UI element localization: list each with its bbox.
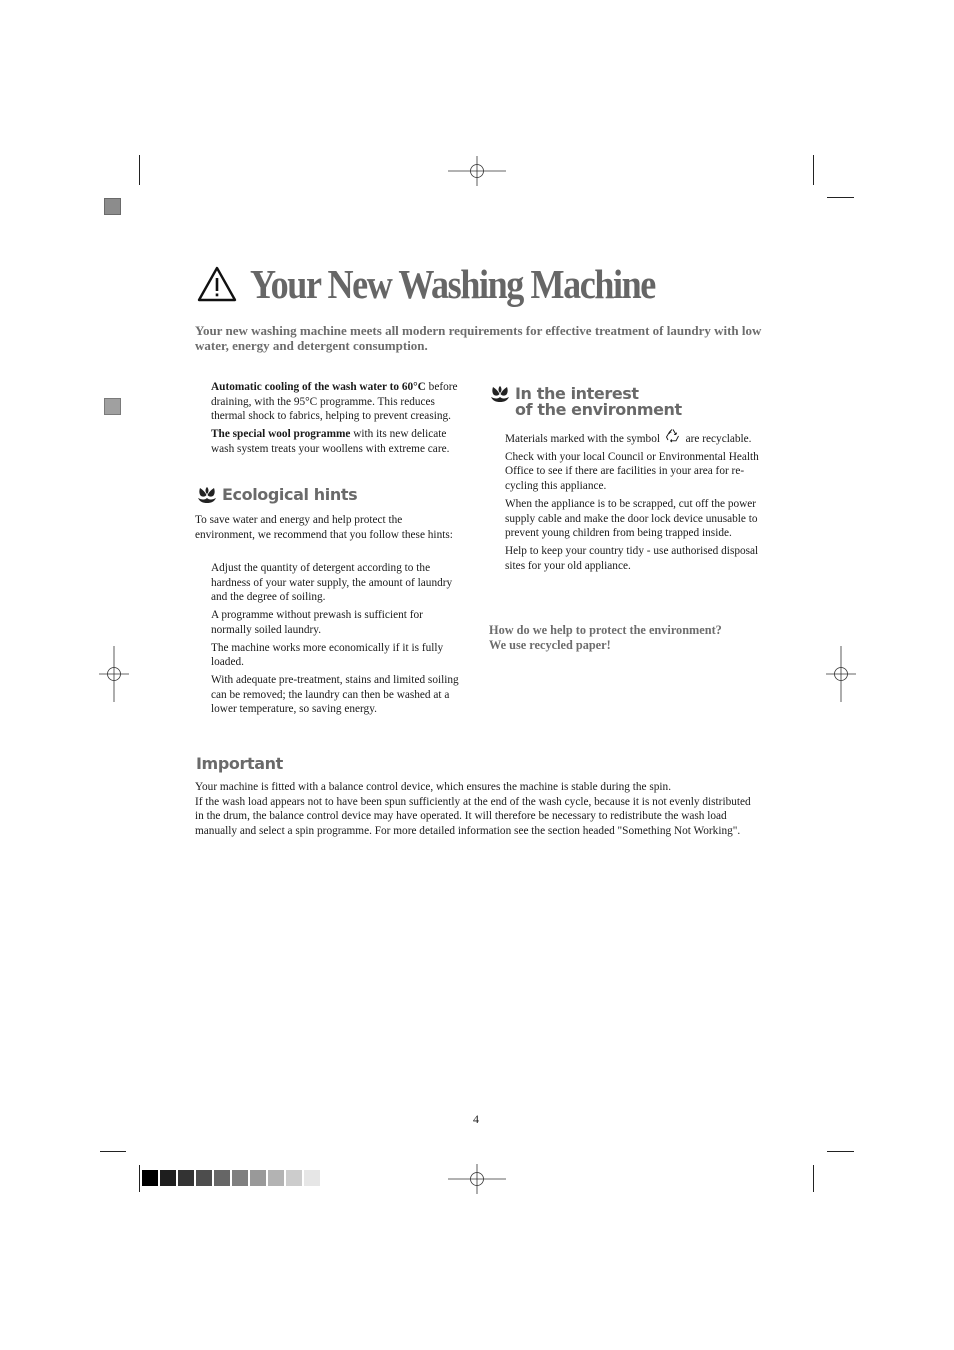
env-paragraph: Help to keep your country tidy - use authorised disposal sites for your old appliance. (505, 544, 759, 572)
intro-text: Your new washing machine meets all modern requirements for effective treatment of laundry with low water, energy and detergent consumption. (195, 323, 762, 353)
swatch (196, 1170, 212, 1186)
feature-cooling: Automatic cooling of the wash water to 60°C before draining, with the 95°C programme. This reduces thermal shock to fabrics, helping to prevent creasing. (211, 381, 458, 423)
registration-mark-icon (826, 646, 856, 702)
env-question (489, 623, 769, 652)
list-item: The machine works more economically if it is fully loaded. (211, 641, 444, 669)
env-heading-line2: of the environment (515, 400, 682, 419)
recycle-icon (665, 428, 681, 443)
page-header (196, 256, 710, 312)
features-block (211, 380, 465, 460)
recycle-paragraph: Materials marked with the symbol are recyclable. (505, 428, 761, 447)
eco-heading-row (196, 485, 357, 505)
env-question-line1: How do we help to protect the environment? (489, 623, 722, 637)
crop-mark-bottom-right-h (827, 1151, 854, 1152)
swatch (286, 1170, 302, 1186)
margin-square-top (104, 198, 121, 215)
feature-wool: The special wool programme with its new delicate wash system treats your woollens with extreme care. (211, 428, 450, 455)
important-body (195, 780, 760, 839)
crop-mark-top-right-h (827, 197, 854, 198)
env-heading-line1: In the interest (515, 384, 639, 403)
swatch (250, 1170, 266, 1186)
margin-square-middle (104, 398, 121, 415)
important-heading: Important (196, 754, 283, 773)
crop-mark-top-right (813, 155, 814, 185)
swatch (160, 1170, 176, 1186)
eco-intro: To save water and energy and help protect the environment, we recommend that you follow these hints: (195, 514, 453, 541)
flower-icon (196, 485, 218, 505)
swatch (304, 1170, 320, 1186)
registration-mark-icon (448, 1164, 506, 1194)
registration-mark-icon (448, 156, 506, 186)
warning-triangle-icon (196, 265, 238, 303)
swatch (232, 1170, 248, 1186)
env-heading-row (489, 382, 682, 418)
crop-mark-bottom-left-h (100, 1151, 126, 1152)
page-title: Your New Washing Machine (250, 261, 655, 307)
important-line1: Your machine is fitted with a balance control device, which ensures the machine is stable during the spin. (195, 781, 672, 793)
swatch (268, 1170, 284, 1186)
flower-icon (489, 384, 511, 404)
list-item: With adequate pre-treatment, stains and limited soiling can be removed; the laundry can then be washed at a lower temperature, so saving energy. (211, 673, 459, 716)
registration-mark-icon (99, 646, 129, 702)
crop-mark-bottom-right (813, 1165, 814, 1192)
list-item: Adjust the quantity of detergent according to the hardness of your water supply, the amount of laundry and the degree of soiling. (211, 562, 453, 604)
page-number: 4 (473, 1112, 479, 1126)
swatch (214, 1170, 230, 1186)
env-paragraph: When the appliance is to be scrapped, cut off the power supply cable and make the door lock device unusable to prevent young children from being trapped inside. (505, 497, 758, 540)
swatch (178, 1170, 194, 1186)
env-question-line2: We use recycled paper! (489, 637, 611, 652)
eco-heading: Ecological hints (222, 485, 358, 504)
crop-mark-bottom-left (139, 1165, 140, 1192)
env-paragraph: Check with your local Council or Environmental Health Office to see if there are facilities in your area for re-cycling this appliance. (505, 450, 759, 493)
swatch (142, 1170, 158, 1186)
important-line2: If the wash load appears not to have been spun sufficiently at the end of the wash cycle, because it is not evenly distributed in the drum, the balance control device may have operated. It will therefore be necessary to redistribute the wash load manually and select a spin programme. For more detailed information see the section headed "Something Not Working". (195, 795, 751, 838)
list-item: A programme without prewash is sufficient for normally soiled laundry. (211, 609, 423, 636)
crop-mark-top-left (139, 155, 140, 185)
eco-hints-list (211, 561, 463, 720)
env-body (505, 428, 761, 576)
